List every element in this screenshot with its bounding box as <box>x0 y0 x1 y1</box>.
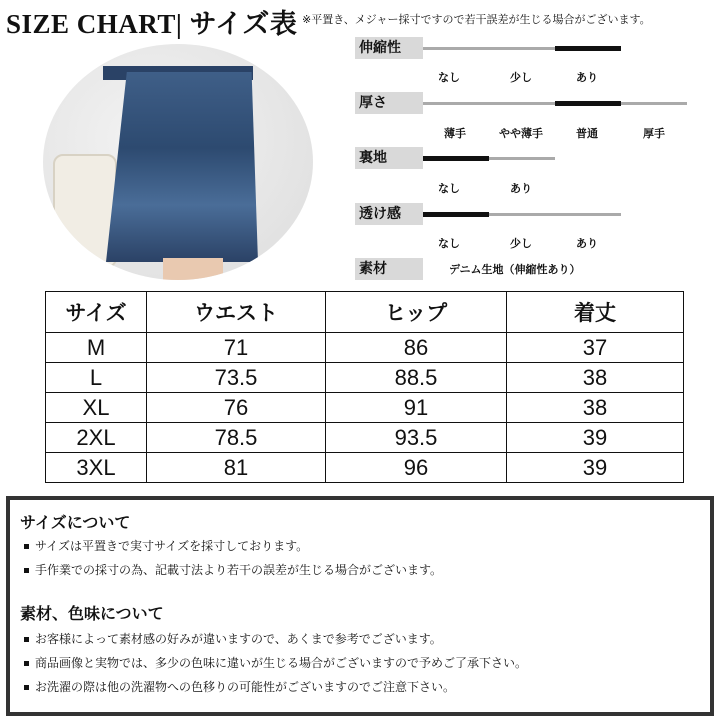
table-row <box>46 333 684 363</box>
stretch-scale-marker <box>555 46 621 51</box>
spec-label-material: 素材 <box>355 258 423 280</box>
thickness-option: 普通 <box>576 127 598 140</box>
length-cell: 38 <box>507 363 684 393</box>
size-cell: L <box>46 363 147 393</box>
size-notes-heading: サイズについて <box>20 513 131 532</box>
bullet-icon <box>24 685 29 690</box>
waist-cell: 81 <box>147 453 326 483</box>
bullet-icon <box>24 568 29 573</box>
length-cell: 37 <box>507 333 684 363</box>
lining-scale <box>423 157 555 160</box>
length-cell: 39 <box>507 453 684 483</box>
color-note-text: お客様によって素材感の好みが違いますので、あくまで参考でございます。 <box>35 632 442 646</box>
spec-label-thickness: 厚さ <box>355 92 423 114</box>
thickness-option: やや薄手 <box>499 127 543 140</box>
length-cell: 39 <box>507 423 684 453</box>
hip-cell: 91 <box>326 393 507 423</box>
size-table-header <box>46 292 684 333</box>
spec-label-stretch: 伸縮性 <box>355 37 423 59</box>
stretch-scale <box>423 47 621 50</box>
stretch-option: 少し <box>510 71 532 84</box>
color-note-text: 商品画像と実物では、多少の色味に違いが生じる場合がございますので予めご了承下さい。 <box>35 656 528 670</box>
size-note-text: サイズは平置きで実寸サイズを採寸しております。 <box>35 539 309 553</box>
table-row <box>46 363 684 393</box>
waist-cell: 76 <box>147 393 326 423</box>
column-header-hip: ヒップ <box>326 292 507 333</box>
lining-option: なし <box>438 182 460 195</box>
sheerness-option: なし <box>438 237 460 250</box>
stretch-option: あり <box>576 71 598 84</box>
table-row <box>46 453 684 483</box>
bullet-icon <box>24 661 29 666</box>
sheerness-option: あり <box>576 237 598 250</box>
thickness-scale-marker <box>555 101 621 106</box>
size-cell: M <box>46 333 147 363</box>
thickness-scale <box>423 102 687 105</box>
product-photo <box>43 44 313 280</box>
size-cell: 3XL <box>46 453 147 483</box>
thickness-option: 薄手 <box>444 127 466 140</box>
lining-scale-marker <box>423 156 489 161</box>
size-note-text: 手作業での採寸の為、記載寸法より若干の誤差が生じる場合がございます。 <box>35 563 443 577</box>
bullet-icon <box>24 637 29 642</box>
size-table <box>45 291 684 483</box>
sheerness-scale <box>423 213 621 216</box>
leg-image <box>163 258 223 280</box>
color-note-item <box>24 630 442 647</box>
size-note-item <box>24 537 308 554</box>
column-header-waist: ウエスト <box>147 292 326 333</box>
color-notes-heading: 素材、色味について <box>20 604 164 623</box>
hip-cell: 88.5 <box>326 363 507 393</box>
stretch-option: なし <box>438 71 460 84</box>
waist-cell: 71 <box>147 333 326 363</box>
bullet-icon <box>24 544 29 549</box>
sheerness-scale-marker <box>423 212 489 217</box>
hip-cell: 93.5 <box>326 423 507 453</box>
thickness-option: 厚手 <box>643 127 665 140</box>
hip-cell: 96 <box>326 453 507 483</box>
color-note-item <box>24 654 527 671</box>
spec-label-lining: 裏地 <box>355 147 423 169</box>
page-title: SIZE CHART| サイズ表 <box>6 9 298 39</box>
size-cell: 2XL <box>46 423 147 453</box>
table-row <box>46 393 684 423</box>
column-header-length: 着丈 <box>507 292 684 333</box>
color-note-text: お洗濯の際は他の洗濯物への色移りの可能性がございますのでご注意下さい。 <box>35 680 456 694</box>
denim-skirt-image <box>98 72 258 262</box>
material-value: デニム生地（伸縮性あり） <box>449 263 581 276</box>
lining-option: あり <box>510 182 532 195</box>
measurement-note: ※平置き、メジャー採寸ですので若干誤差が生じる場合がございます。 <box>302 13 651 26</box>
length-cell: 38 <box>507 393 684 423</box>
spec-label-sheerness: 透け感 <box>355 203 423 225</box>
sheerness-option: 少し <box>510 237 532 250</box>
size-note-item <box>24 561 442 578</box>
color-note-item <box>24 678 455 695</box>
waist-cell: 73.5 <box>147 363 326 393</box>
waist-cell: 78.5 <box>147 423 326 453</box>
hip-cell: 86 <box>326 333 507 363</box>
size-cell: XL <box>46 393 147 423</box>
table-row <box>46 423 684 453</box>
info-box <box>6 496 714 716</box>
column-header-size: サイズ <box>46 292 147 333</box>
